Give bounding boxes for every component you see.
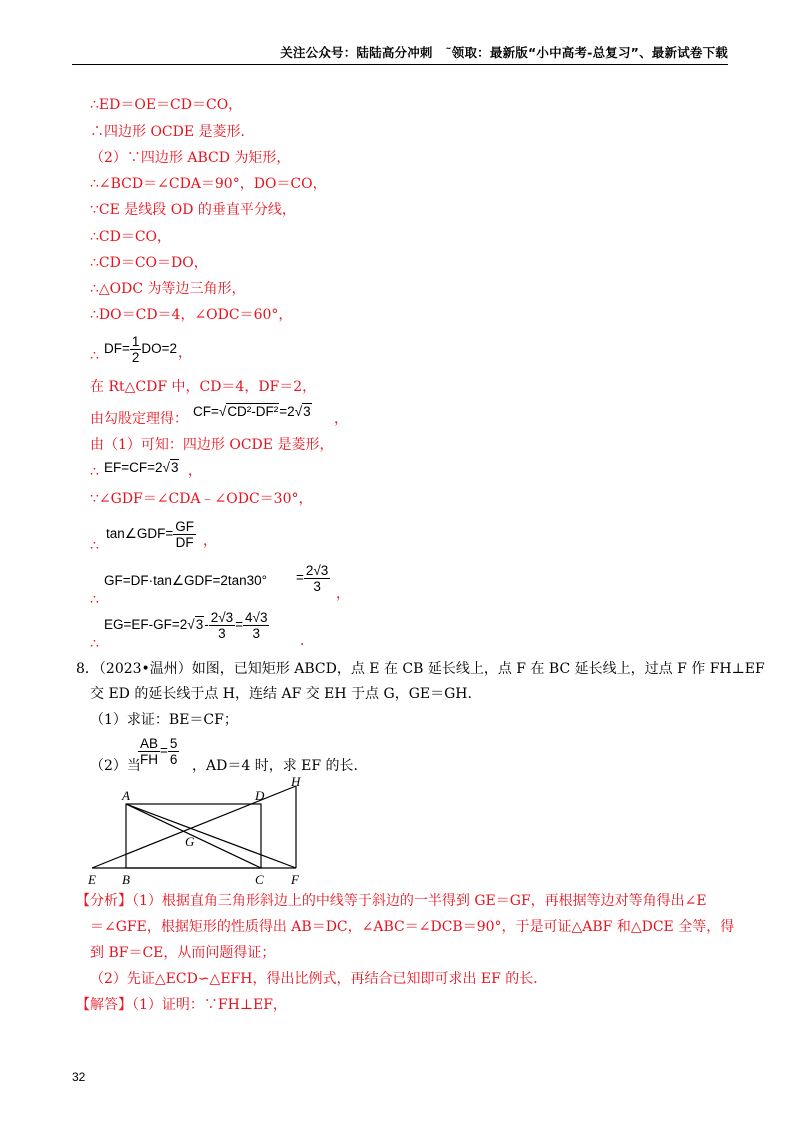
label-f: F (291, 872, 299, 887)
therefore-symbol: ∴ (90, 538, 99, 554)
math-expression (104, 610, 269, 641)
therefore-symbol: ∴ (90, 464, 99, 480)
problem-line-3: （1）求证：BE＝CF； (90, 712, 238, 728)
sqrt-symbol: √ (218, 404, 227, 419)
math-text: = (235, 617, 244, 633)
math-expression (106, 519, 196, 550)
label-g: G (185, 834, 195, 849)
math-text: DO=2 (141, 341, 178, 357)
radicand: 3 (170, 460, 179, 475)
math-expression (193, 404, 312, 419)
math-expression (138, 736, 179, 767)
radicand: 3 (303, 404, 311, 419)
math-text: =2 (279, 404, 295, 419)
fraction-numerator: GF (175, 519, 194, 534)
sqrt-symbol: √ (294, 404, 303, 419)
fraction-numerator: 2√3 (305, 563, 329, 578)
fraction-numerator: 4√3 (245, 610, 268, 625)
therefore-symbol: ∴ (90, 636, 99, 652)
analysis-line-1: 【分析】（1）根据直角三角形斜边上的中线等于斜边的一半得到 GE＝GF，再根据等边对等角得出∠E (76, 893, 707, 909)
radicand: CD²-DF² (227, 404, 279, 419)
fraction (243, 610, 269, 641)
text-suffix: ，AD＝4 时，求 EF 的长． (192, 758, 368, 774)
fraction-denominator: 3 (313, 579, 321, 594)
analysis-line-4: （2）先证△ECD∽△EFH，得出比例式，再结合已知即可求出 EF 的长． (90, 971, 548, 987)
comma: ， (336, 586, 350, 602)
fraction (209, 610, 235, 641)
math-text: EF=CF=2 (104, 460, 163, 475)
math-expression (104, 334, 177, 365)
solution-line-2: ∴四边形 OCDE 是菱形． (90, 124, 255, 140)
therefore-symbol: ∴ (90, 348, 99, 364)
solution-line-3: （2）∵四边形 ABCD 为矩形， (90, 150, 291, 166)
problem-line-2: 交 ED 的延长线于点 H，连结 AF 交 EH 于点 G，GE＝GH． (90, 686, 482, 702)
math-text: EG=EF-GF=2 (104, 617, 188, 633)
solution-start-line: 【解答】（1）证明：∵FH⊥EF， (76, 997, 287, 1013)
math-text: CF= (193, 404, 219, 419)
math-expression (104, 573, 267, 589)
math-text: = (160, 743, 168, 759)
comma: ， (188, 463, 202, 479)
math-fraction-group (296, 563, 330, 594)
fraction-denominator: 2 (131, 350, 140, 365)
label-e: E (88, 872, 96, 887)
solution-line-5: ∵CE 是线段 OD 的垂直平分线， (90, 202, 296, 218)
comma: ， (334, 411, 348, 427)
sqrt-symbol: √ (162, 460, 170, 475)
solution-line-6: ∴CD＝CO， (90, 229, 172, 245)
math-text: GF=DF·tan∠GDF=2tan30° (104, 573, 268, 588)
comma: ， (203, 533, 217, 549)
period: ． (300, 633, 314, 649)
fraction (173, 519, 196, 550)
solution-line-11: 在 Rt△CDF 中，CD＝4，DF＝2， (90, 379, 317, 395)
fraction (168, 736, 180, 767)
fraction (130, 334, 142, 365)
analysis-line-2: ＝∠GFE，根据矩形的性质得出 AB＝DC，∠ABC＝∠DCB＝90°，于是可证△ABF 和△DCE 全等，得 (90, 919, 735, 935)
fraction-denominator: FH (140, 752, 158, 767)
label-d: D (255, 788, 265, 803)
fraction-denominator: 6 (169, 752, 178, 767)
segment-af-extended (126, 804, 296, 868)
fraction (138, 736, 160, 767)
therefore-symbol: ∴ (90, 592, 99, 608)
fraction-numerator: 1 (131, 334, 140, 349)
page-header: 关注公众号：陆陆高分冲刺 ˜领取：最新版“小中高考-总复习”、最新试卷下载 (280, 45, 728, 60)
math-text: tan∠GDF= (106, 526, 174, 542)
solution-line-7: ∴CD＝CO＝DO， (90, 255, 208, 271)
math-text: = (296, 570, 304, 586)
analysis-line-3: 到 BF＝CE，从而问题得证； (90, 945, 276, 961)
solution-line-4: ∴∠BCD＝∠CDA＝90°，DO＝CO， (90, 176, 327, 192)
label-a: A (122, 788, 130, 803)
page-number: 32 (72, 1070, 86, 1084)
radicand: 3 (195, 617, 204, 633)
header-rule (72, 64, 728, 65)
fraction-numerator: 5 (169, 736, 178, 751)
text-prefix: （2）当 (90, 758, 141, 774)
fraction-numerator: AB (140, 736, 159, 751)
label-b: B (122, 872, 130, 887)
fraction-denominator: DF (175, 535, 194, 550)
fraction-numerator: 2√3 (210, 610, 234, 625)
solution-line-15: ∵∠GDF＝∠CDA﹣∠ODC＝30°， (90, 491, 313, 507)
problem-line-1: 8．（2023•温州）如图，已知矩形 ABCD，点 E 在 CB 延长线上，点 F 在 BC 延长线上，过点 F 作 FH⊥EF (76, 661, 765, 677)
geometry-figure (80, 776, 320, 888)
fraction (304, 563, 330, 594)
fraction-denominator: 3 (218, 626, 226, 641)
label-h: H (291, 776, 301, 789)
solution-line-13: 由（1）可知：四边形 OCDE 是菱形， (90, 437, 334, 453)
solution-line-8: ∴△ODC 为等边三角形， (90, 281, 246, 297)
sqrt-symbol: √ (187, 617, 195, 633)
solution-line-9: ∴DO＝CD＝4，∠ODC＝60°， (90, 307, 293, 323)
fraction-denominator: 3 (252, 626, 261, 641)
math-text: - (204, 617, 209, 633)
comma: ， (178, 345, 192, 361)
solution-line-1: ∴ED＝OE＝CD＝CO， (90, 97, 243, 113)
math-expression (104, 460, 179, 475)
text-prefix: 由勾股定理得： (90, 411, 188, 427)
math-text: DF= (104, 341, 130, 357)
label-c: C (255, 872, 264, 887)
